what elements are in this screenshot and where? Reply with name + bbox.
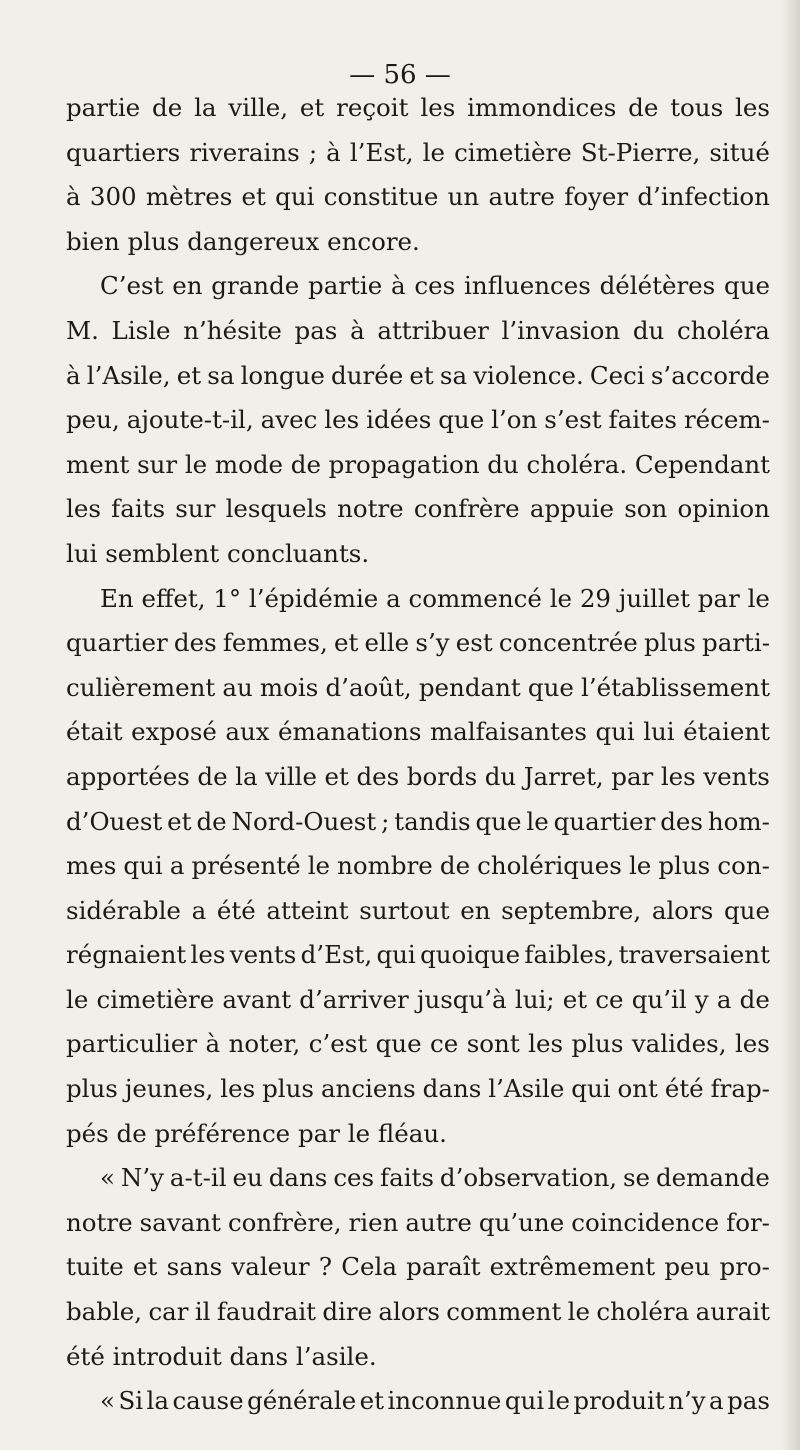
text-line: bable, car il faudrait dire alors comment le choléra aurait [66,1297,770,1327]
text-line: quartier des femmes, et elle s’y est concentrée plus parti- [66,628,770,658]
text-line: M. Lisle n’hésite pas à attribuer l’invasion du choléra [66,315,770,345]
text-line: le cimetière avant d’arriver jusqu’à lui; et ce qu’il y a de [66,984,770,1014]
text-line: « Si la cause générale et inconnue qui le produit n’y a pas [100,1386,770,1416]
text-line: pés de préférence par le fléau. [66,1118,447,1148]
text-line: notre savant confrère, rien autre qu’une coincidence for- [66,1207,770,1237]
text-line: culièrement au mois d’août, pendant que l’établissement [66,672,770,702]
text-line: quartiers riverains ; à l’Est, le cimetière St-Pierre, situé [66,137,770,167]
text-line: à l’Asile, et sa longue durée et sa violence. Ceci s’accorde [66,360,770,390]
text-line: En effet, 1° l’épidémie a commencé le 29 juillet par le [100,583,770,613]
text-line: « N’y a-t-il eu dans ces faits d’observation, se demande [100,1163,770,1193]
text-line: régnaient les vents d’Est, qui quoique faibles, traversaient [66,940,770,970]
text-line: été introduit dans l’asile. [66,1341,377,1371]
text-line: peu, ajoute-t-il, avec les idées que l’on s’est faites récem- [66,405,770,435]
page-number: — 56 — [349,60,451,90]
page-edge-shadow [782,0,800,1450]
text-line: sidérable a été atteint surtout en septembre, alors que [66,895,770,925]
text-line: bien plus dangereux encore. [66,226,420,256]
text-line: les faits sur lesquels notre confrère appuie son opinion [66,494,770,524]
body-text [66,86,770,1424]
text-line: lui semblent concluants. [66,538,370,568]
text-line: tuite et sans valeur ? Cela paraît extrêmement peu pro- [66,1252,770,1282]
text-line: mes qui a présenté le nombre de cholériques le plus con- [66,851,770,881]
text-line: à 300 mètres et qui constitue un autre foyer d’infection [66,182,770,212]
text-line: était exposé aux émanations malfaisantes qui lui étaient [66,717,770,747]
text-line: particulier à noter, c’est que ce sont les plus valides, les [66,1029,770,1059]
text-line: partie de la ville, et reçoit les immondices de tous les [66,93,770,122]
text-line: d’Ouest et de Nord-Ouest ; tandis que le quartier des hom- [66,806,770,836]
text-line: C’est en grande partie à ces influences délétères que [100,271,770,301]
text-line: apportées de la ville et des bords du Jarret, par les vents [66,761,770,791]
text-line: plus jeunes, les plus anciens dans l’Asile qui ont été frap- [66,1074,770,1104]
text-line: ment sur le mode de propagation du choléra. Cependant [66,449,770,479]
